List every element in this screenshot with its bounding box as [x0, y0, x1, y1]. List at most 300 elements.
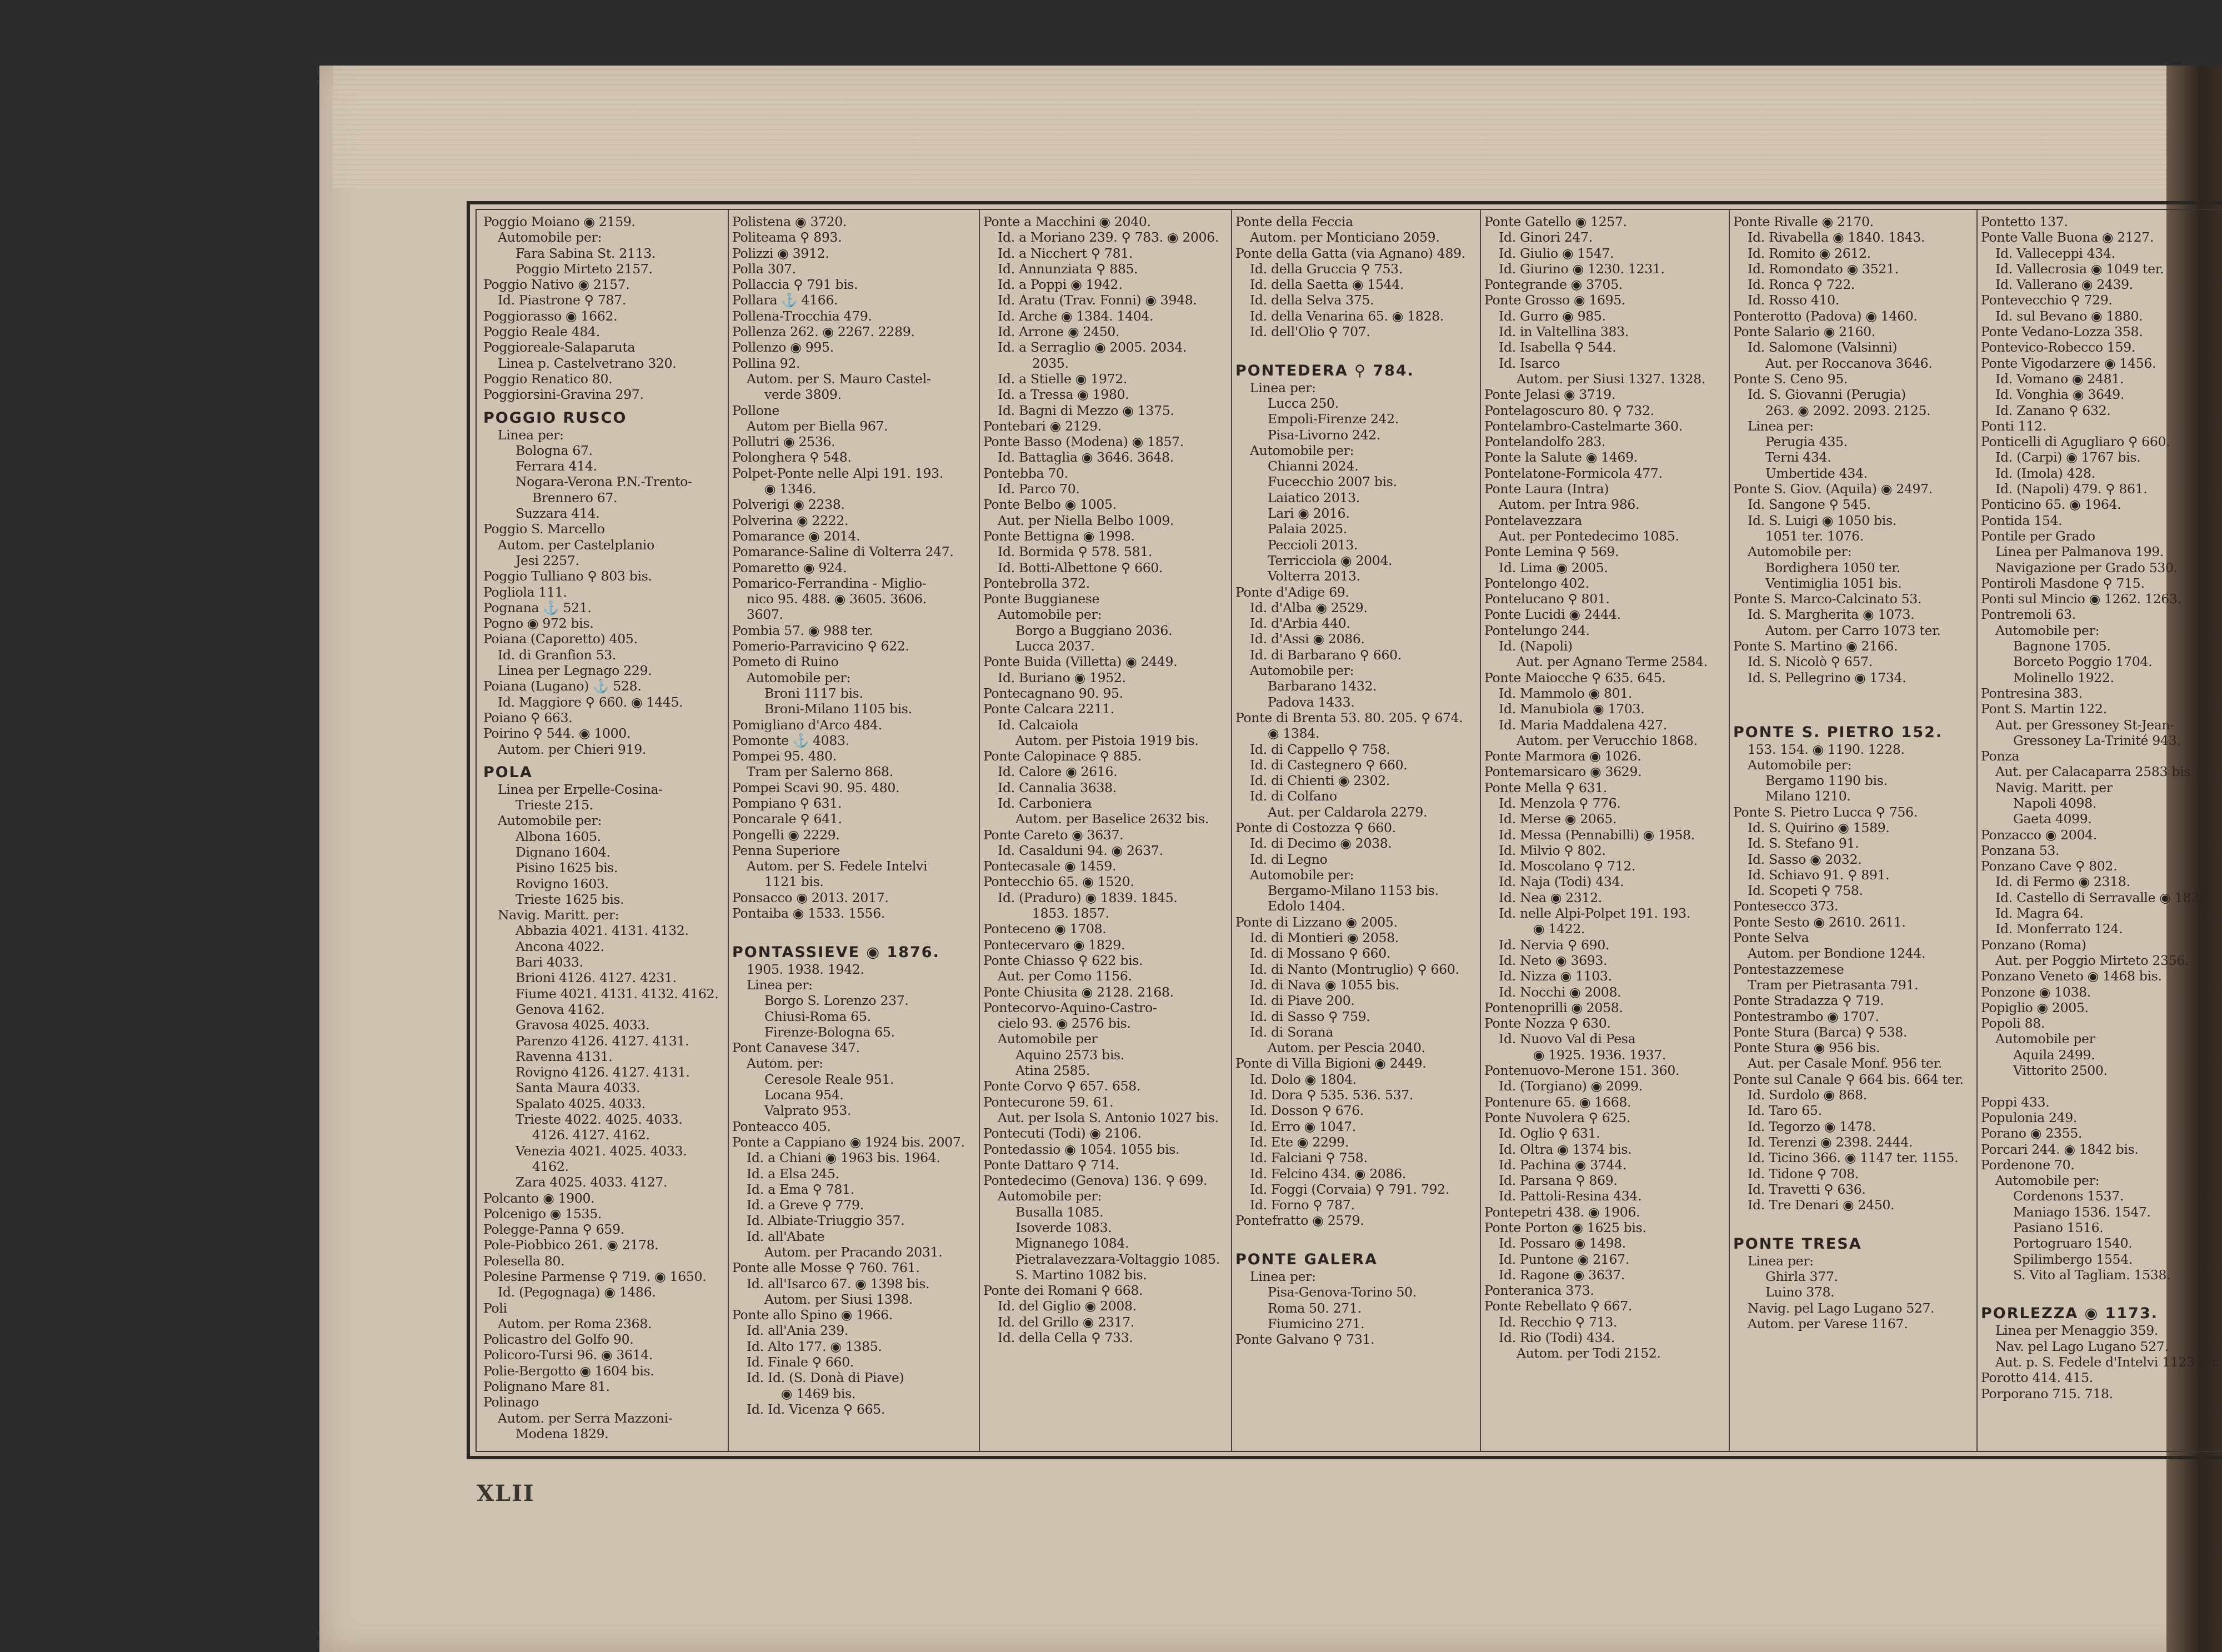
- index-entry: Policoro-Tursi 96. ◉ 3614.: [483, 1347, 653, 1363]
- index-entry: Ponte Chiusita ◉ 2128. 2168.: [983, 984, 1174, 1000]
- index-entry: Ponte alle Mosse ⚲ 760. 761.: [732, 1260, 920, 1276]
- index-entry: Pongelli ◉ 2229.: [732, 827, 840, 843]
- index-subentry: Bagnone 1705.: [2013, 638, 2111, 654]
- index-subentry: Linea per Erpelle-Cosina-: [498, 781, 663, 797]
- index-entry: Pomarance ◉ 2014.: [732, 528, 860, 544]
- index-entry: [1981, 1283, 2222, 1298]
- index-subentry: Autom. per Pescia 2040.: [1268, 1040, 1425, 1056]
- index-entry: Polcenigo ◉ 1535.: [483, 1205, 602, 1222]
- index-subentry: Id. Foggi (Corvaia) ⚲ 791. 792.: [1250, 1181, 1449, 1197]
- index-subentry: Mignanego 1084.: [1015, 1235, 1129, 1251]
- index-subentry: Id. Milvio ⚲ 802.: [1499, 842, 1606, 858]
- index-subentry: Aut. p. S. Fedele d'Intelvi 1123 ter.: [1995, 1354, 2220, 1370]
- index-subentry: Id. di Piave 200.: [1250, 993, 1355, 1009]
- index-entry: Poggiorasso ◉ 1662.: [483, 308, 618, 324]
- index-subentry: Cordenons 1537.: [2013, 1188, 2124, 1204]
- index-subentry: 153. 154. ◉ 1190. 1228.: [1748, 741, 1905, 757]
- index-subentry: Fucecchio 2007 bis.: [1268, 474, 1397, 490]
- index-entry: Pordenone 70.: [1981, 1157, 2075, 1173]
- index-entry: Poggio Reale 484.: [483, 324, 600, 340]
- index-entry: Ponte Selva: [1733, 930, 1809, 946]
- index-entry: Ponte Rivalle ◉ 2170.: [1733, 214, 1874, 229]
- index-subentry: Broni 1117 bis.: [764, 685, 863, 701]
- index-subentry: Id. di Legno: [1250, 851, 1328, 867]
- section-heading: PONTE S. PIETRO 152.: [1733, 723, 1943, 741]
- index-subentry: 4162.: [532, 1158, 569, 1174]
- index-entry: Poggioreale-Salaparuta: [483, 339, 635, 356]
- index-entry: Pompei 95. 480.: [732, 748, 837, 764]
- index-entry: Pontecchio 65. ◉ 1520.: [983, 874, 1134, 890]
- index-entry: Pontelagoscuro 80. ⚲ 732.: [1484, 402, 1654, 418]
- index-subentry: Busalla 1085.: [1015, 1204, 1104, 1220]
- index-subentry: Id. del Giglio ◉ 2008.: [998, 1298, 1137, 1314]
- index-entry: Pontecuti (Todi) ◉ 2106.: [983, 1125, 1142, 1142]
- index-subentry: Lucca 2037.: [1015, 638, 1095, 654]
- index-subentry: Autom. per Monticiano 2059.: [1250, 229, 1440, 246]
- index-subentry: Fiumicino 271.: [1268, 1315, 1365, 1331]
- index-entry: Ponte Stura ◉ 956 bis.: [1733, 1040, 1880, 1056]
- index-entry: Ponzana 53.: [1981, 842, 2060, 858]
- index-column-6: [1733, 214, 1975, 1447]
- index-entry: Polonghera ⚲ 548.: [732, 449, 852, 465]
- index-subentry: Id. Cannalia 3638.: [998, 779, 1117, 795]
- index-subentry: Navig. pel Lago Lugano 527.: [1748, 1300, 1935, 1316]
- index-entry: Pontestrambo ◉ 1707.: [1733, 1008, 1879, 1024]
- index-subentry: 2035.: [1032, 355, 1069, 371]
- index-entry: Pontegrande ◉ 3705.: [1484, 277, 1623, 293]
- index-entry: Porano ◉ 2355.: [1981, 1125, 2083, 1142]
- index-subentry: Id. all'Isarco 67. ◉ 1398 bis.: [747, 1275, 930, 1291]
- index-subentry: Vittorito 2500.: [2013, 1063, 2108, 1079]
- index-subentry: Bari 4033.: [516, 954, 583, 970]
- index-entry: Ponte Porton ◉ 1625 bis.: [1484, 1220, 1647, 1235]
- index-entry: Ponte Vedano-Lozza 358.: [1981, 324, 2143, 340]
- index-entry: Pollena-Trocchia 479.: [732, 308, 872, 324]
- index-subentry: Id. a Chiani ◉ 1963 bis. 1964.: [747, 1150, 940, 1166]
- index-subentry: Id. a Poppi ◉ 1942.: [998, 277, 1123, 293]
- index-subentry: Id. Recchio ⚲ 713.: [1499, 1314, 1618, 1330]
- index-entry: Pomonte ⚓ 4083.: [732, 732, 849, 748]
- index-entry: Pontremoli 63.: [1981, 607, 2076, 623]
- index-subentry: Id. Moscolano ⚲ 712.: [1499, 858, 1636, 874]
- index-subentry: Id. Erro ◉ 1047.: [1250, 1118, 1356, 1134]
- index-entry: Ponte S. Ceno 95.: [1733, 371, 1848, 387]
- index-entry: Ponza: [1981, 748, 2020, 764]
- index-subentry: Genova 4162.: [516, 1001, 605, 1017]
- index-subentry: Id. Oglio ⚲ 631.: [1499, 1125, 1600, 1142]
- index-entry: Ponte Careto ◉ 3637.: [983, 827, 1124, 843]
- index-subentry: Id. di Chienti ◉ 2302.: [1250, 773, 1390, 789]
- index-entry: Ponte Buida (Villetta) ◉ 2449.: [983, 654, 1178, 670]
- index-entry: Pontevico-Robecco 159.: [1981, 339, 2135, 356]
- index-entry: Pont Canavese 347.: [732, 1040, 860, 1056]
- index-entry: Pollone: [732, 402, 780, 418]
- index-subentry: Bergamo-Milano 1153 bis.: [1268, 883, 1439, 899]
- index-subentry: Gaeta 4099.: [2013, 811, 2092, 827]
- section-heading: PONTE TRESA: [1733, 1235, 1862, 1253]
- index-subentry: Id. (Napoli) 479. ⚲ 861.: [1995, 481, 2148, 497]
- index-subentry: Autom. per Intra 986.: [1499, 497, 1640, 513]
- index-subentry: Autom. per Siusi 1398.: [764, 1291, 913, 1307]
- index-subentry: Santa Maura 4033.: [516, 1080, 640, 1096]
- index-entry: [1733, 1213, 1975, 1228]
- index-subentry: Ancona 4022.: [516, 938, 604, 954]
- index-subentry: Id. S. Stefano 91.: [1748, 835, 1859, 852]
- index-subentry: 1905. 1938. 1942.: [747, 961, 864, 977]
- index-entry: Ponte Bettigna ◉ 1998.: [983, 528, 1135, 544]
- index-entry: Ponsacco ◉ 2013. 2017.: [732, 889, 889, 905]
- index-subentry: Id. Isarco: [1499, 355, 1560, 371]
- index-subentry: Id. di Nava ◉ 1055 bis.: [1250, 977, 1400, 993]
- index-subentry: Aut. per Calacaparra 2583 bis.: [1995, 764, 2195, 780]
- index-entry: Pollutri ◉ 2536.: [732, 434, 835, 450]
- index-entry: Pont S. Martin 122.: [1981, 701, 2107, 717]
- index-subentry: Bologna 67.: [516, 442, 593, 458]
- index-subentry: Milano 1210.: [1765, 788, 1851, 804]
- index-entry: Ponte Lucidi ◉ 2444.: [1484, 607, 1621, 623]
- index-entry: Polcanto ◉ 1900.: [483, 1190, 595, 1206]
- index-entry: Ponte Galvano ⚲ 731.: [1235, 1331, 1375, 1348]
- index-subentry: Linea per:: [1250, 1269, 1316, 1284]
- index-entry: Pontestazzemese: [1733, 961, 1844, 977]
- index-subentry: Aut. per Poggio Mirteto 2356.: [1995, 952, 2189, 968]
- index-subentry: Albona 1605.: [516, 828, 601, 844]
- index-entry: Pombia 57. ◉ 988 ter.: [732, 622, 873, 638]
- index-subentry: Id. Nizza ◉ 1103.: [1499, 968, 1612, 984]
- index-subentry: Empoli-Firenze 242.: [1268, 411, 1399, 427]
- index-subentry: Linea per:: [1748, 418, 1814, 434]
- index-subentry: Perugia 435.: [1765, 434, 1848, 450]
- index-subentry: Id. della Venarina 65. ◉ 1828.: [1250, 308, 1444, 324]
- index-entry: Poppi 433.: [1981, 1094, 2050, 1110]
- index-entry: Ponti 112.: [1981, 418, 2046, 434]
- index-subentry: Id. Calore ◉ 2616.: [998, 764, 1118, 780]
- index-subentry: Id. Menzola ⚲ 776.: [1499, 795, 1621, 811]
- index-subentry: Firenze-Bologna 65.: [764, 1024, 895, 1040]
- index-subentry: Id. Nocchi ◉ 2008.: [1499, 984, 1622, 1000]
- index-entry: Ponte a Macchini ◉ 2040.: [983, 214, 1151, 229]
- index-subentry: Spilimbergo 1554.: [2013, 1251, 2133, 1267]
- index-entry: Pontedassio ◉ 1054. 1055 bis.: [983, 1141, 1180, 1157]
- index-subentry: Automobile per:: [747, 669, 851, 685]
- index-subentry: Id. (Carpi) ◉ 1767 bis.: [1995, 449, 2141, 465]
- index-subentry: Id. Rivabella ◉ 1840. 1843.: [1748, 229, 1925, 246]
- index-entry: Poggio Tulliano ⚲ 803 bis.: [483, 568, 652, 584]
- index-subentry: Id. di Fermo ◉ 2318.: [1995, 874, 2130, 890]
- index-entry: Ponte Vigodarzere ◉ 1456.: [1981, 355, 2156, 371]
- index-subentry: Id. Botti-Albettone ⚲ 660.: [998, 559, 1163, 575]
- index-subentry: Id. Alto 177. ◉ 1385.: [747, 1338, 882, 1354]
- index-entry: Pontebari ◉ 2129.: [983, 418, 1102, 434]
- index-subentry: Id. Arrone ◉ 2450.: [998, 324, 1120, 340]
- index-entry: Pompiano ⚲ 631.: [732, 795, 842, 811]
- index-entry: Ponteacco 405.: [732, 1118, 831, 1134]
- index-entry: Pontelungo 244.: [1484, 622, 1590, 638]
- index-entry: Ponzano Veneto ◉ 1468 bis.: [1981, 968, 2162, 984]
- index-subentry: Id. Giurino ◉ 1230. 1231.: [1499, 261, 1665, 277]
- index-entry: Polpet-Ponte nelle Alpi 191. 193.: [732, 465, 944, 481]
- index-subentry: Trieste 215.: [516, 797, 593, 813]
- index-subentry: Id. di Decimo ◉ 2038.: [1250, 835, 1392, 852]
- index-subentry: Automobile per:: [498, 813, 602, 829]
- index-subentry: Id. d'Assi ◉ 2086.: [1250, 631, 1365, 647]
- index-subentry: Portogruaro 1540.: [2013, 1235, 2133, 1251]
- index-subentry: Id. Salomone (Valsinni): [1748, 339, 1898, 356]
- index-subentry: Id. Schiavo 91. ⚲ 891.: [1748, 867, 1890, 883]
- index-subentry: Lari ◉ 2016.: [1268, 505, 1350, 522]
- index-subentry: Id. a Greve ⚲ 779.: [747, 1197, 864, 1213]
- index-subentry: Id. Messa (Pennabilli) ◉ 1958.: [1499, 827, 1695, 843]
- index-entry: Pontecagnano 90. 95.: [983, 685, 1123, 701]
- index-subentry: Borceto Poggio 1704.: [2013, 654, 2153, 670]
- index-entry: Poggio S. Marcello: [483, 521, 605, 537]
- index-subentry: Id. Scopeti ⚲ 758.: [1748, 883, 1863, 899]
- index-subentry: Autom. per Bondione 1244.: [1748, 945, 1926, 962]
- index-subentry: Id. Nea ◉ 2312.: [1499, 889, 1602, 905]
- index-subentry: Aut. per Caldarola 2279.: [1268, 804, 1428, 820]
- index-entry: Policastro del Golfo 90.: [483, 1331, 634, 1348]
- index-entry: Pontecurone 59. 61.: [983, 1094, 1114, 1110]
- section-heading: POLA: [483, 763, 533, 781]
- index-subentry: Id. Bagni di Mezzo ◉ 1375.: [998, 402, 1174, 418]
- index-subentry: Id. Tegorzo ◉ 1478.: [1748, 1118, 1876, 1134]
- index-subentry: Nav. pel Lago Lugano 527.: [1995, 1338, 2169, 1354]
- index-subentry: Abbazia 4021. 4131. 4132.: [516, 923, 689, 939]
- index-entry: Ponzone ◉ 1038.: [1981, 984, 2091, 1000]
- index-entry: Pontelavezzara: [1484, 512, 1583, 528]
- index-subentry: Automobile per:: [1250, 442, 1354, 458]
- index-subentry: Id. S. Margherita ◉ 1073.: [1748, 607, 1915, 623]
- index-subentry: Parenzo 4126. 4127. 4131.: [516, 1033, 689, 1049]
- index-subentry: Gressoney La-Trinité 943.: [2013, 732, 2181, 748]
- index-subentry: Barbarano 1432.: [1268, 678, 1377, 694]
- index-subentry: Id. a Tressa ◉ 1980.: [998, 387, 1129, 403]
- index-entry: Ponte Laura (Intra): [1484, 481, 1609, 497]
- index-subentry: Id. Falciani ⚲ 758.: [1250, 1150, 1368, 1166]
- index-subentry: Id. Maria Maddalena 427.: [1499, 717, 1667, 733]
- index-entry: Pomarance-Saline di Volterra 247.: [732, 544, 954, 560]
- index-entry: Pontelucano ⚲ 801.: [1484, 591, 1610, 607]
- index-entry: [1733, 701, 1975, 717]
- index-entry: Pontresina 383.: [1981, 685, 2083, 701]
- index-entry: Polesella 80.: [483, 1253, 565, 1269]
- index-entry: Ponte la Salute ◉ 1469.: [1484, 449, 1638, 465]
- index-entry: Popoli 88.: [1981, 1015, 2045, 1032]
- index-subentry: Id. Oltra ◉ 1374 bis.: [1499, 1141, 1632, 1157]
- index-subentry: Ferrara 414.: [516, 458, 597, 474]
- index-entry: Ponte della Feccia: [1235, 214, 1353, 229]
- index-subentry: 263. ◉ 2092. 2093. 2125.: [1765, 402, 1931, 418]
- section-heading: PONTASSIEVE ◉ 1876.: [732, 943, 940, 961]
- index-subentry: Bergamo 1190 bis.: [1765, 773, 1888, 789]
- index-entry: Ponte Rebellato ⚲ 667.: [1484, 1298, 1633, 1314]
- index-subentry: ◉ 1925. 1936. 1937.: [1533, 1047, 1666, 1063]
- index-subentry: Id. di Cappello ⚲ 758.: [1250, 741, 1390, 757]
- index-subentry: ◉ 1384.: [1268, 725, 1320, 742]
- index-subentry: Id. Tidone ⚲ 708.: [1748, 1165, 1859, 1182]
- index-entry: Ponte Stradazza ⚲ 719.: [1733, 993, 1884, 1009]
- index-subentry: Id. all'Abate: [747, 1228, 825, 1244]
- index-entry: [1981, 1078, 2222, 1094]
- index-subentry: Molinello 1922.: [2013, 669, 2114, 685]
- index-entry: Ponte sul Canale ⚲ 664 bis. 664 ter.: [1733, 1071, 1964, 1087]
- index-subentry: Aut. per Isola S. Antonio 1027 bis.: [998, 1109, 1219, 1125]
- index-subentry: Id. Isabella ⚲ 544.: [1499, 339, 1617, 356]
- index-subentry: Pisa-Livorno 242.: [1268, 427, 1381, 443]
- index-subentry: Automobile per:: [498, 229, 602, 246]
- index-subentry: ◉ 1346.: [764, 481, 817, 497]
- index-subentry: Trieste 1625 bis.: [516, 891, 624, 907]
- index-subentry: Id. di Montieri ◉ 2058.: [1250, 930, 1399, 946]
- index-subentry: Rovigno 4126. 4127. 4131.: [516, 1064, 690, 1080]
- index-entry: Pontetto 137.: [1981, 214, 2068, 229]
- index-subentry: Id. Dolo ◉ 1804.: [1250, 1071, 1357, 1087]
- index-subentry: Aut. per Agnano Terme 2584.: [1517, 654, 1708, 670]
- index-entry: Ponte Valle Buona ◉ 2127.: [1981, 229, 2154, 246]
- index-subentry: Id. Puntone ◉ 2167.: [1499, 1251, 1630, 1267]
- index-entry: Ponte Belbo ◉ 1005.: [983, 497, 1117, 513]
- index-subentry: Id. Albiate-Triuggio 357.: [747, 1213, 905, 1229]
- index-column-1: [483, 214, 727, 1447]
- index-subentry: Id. a Elsa 245.: [747, 1165, 839, 1182]
- index-subentry: Id. Nervia ⚲ 690.: [1499, 937, 1610, 953]
- index-subentry: Autom. per Pistoia 1919 bis.: [1015, 732, 1199, 748]
- index-entry: Politeama ⚲ 893.: [732, 229, 842, 246]
- index-subentry: Id. Rosso 410.: [1748, 292, 1839, 308]
- index-entry: Polizzi ◉ 3912.: [732, 245, 829, 261]
- column-divider: [1976, 210, 1978, 1451]
- index-subentry: Id. Buriano ◉ 1952.: [998, 669, 1126, 685]
- index-column-7: [1981, 214, 2222, 1447]
- index-subentry: Id. Merse ◉ 2065.: [1499, 811, 1617, 827]
- index-entry: Ponzano (Roma): [1981, 937, 2086, 953]
- index-entry: Pontebrolla 372.: [983, 575, 1090, 591]
- index-subentry: Id. (Torgiano) ◉ 2099.: [1499, 1078, 1643, 1094]
- index-subentry: Id. di Sasso ⚲ 759.: [1250, 1008, 1370, 1024]
- index-subentry: Automobile per:: [998, 1188, 1102, 1204]
- index-subentry: Autom. per Carro 1073 ter.: [1765, 622, 1941, 638]
- index-subentry: Ventimiglia 1051 bis.: [1765, 575, 1902, 591]
- index-subentry: Id. Ronca ⚲ 722.: [1748, 277, 1855, 293]
- index-entry: Pontedecimo (Genova) 136. ⚲ 699.: [983, 1173, 1208, 1189]
- index-subentry: Modena 1829.: [516, 1425, 609, 1441]
- index-subentry: Aut. per Pontedecimo 1085.: [1499, 528, 1679, 544]
- index-entry: Polistena ◉ 3720.: [732, 214, 847, 229]
- index-entry: Pognana ⚓ 521.: [483, 599, 592, 615]
- index-subentry: Id. di Nanto (Montruglio) ⚲ 660.: [1250, 961, 1459, 977]
- index-subentry: Id. della Gruccia ⚲ 753.: [1250, 261, 1403, 277]
- index-entry: Poiana (Caporetto) 405.: [483, 631, 638, 647]
- index-subentry: Id. Ragone ◉ 3637.: [1499, 1266, 1625, 1283]
- index-subentry: Autom. per S. Fedele Intelvi: [747, 858, 928, 874]
- index-subentry: Automobile per: [1995, 1031, 2095, 1047]
- index-subentry: Id. di Castegnero ⚲ 660.: [1250, 757, 1408, 773]
- index-entry: Pontelatone-Formicola 477.: [1484, 465, 1663, 481]
- index-subentry: Id. Dosson ⚲ 676.: [1250, 1103, 1364, 1119]
- index-subentry: Napoli 4098.: [2013, 795, 2096, 811]
- index-subentry: Brennero 67.: [532, 489, 618, 505]
- index-entry: Ponte Corvo ⚲ 657. 658.: [983, 1078, 1141, 1094]
- index-subentry: Id. Maggiore ⚲ 660. ◉ 1445.: [498, 694, 683, 710]
- index-entry: Ponte Nuvolera ⚲ 625.: [1484, 1109, 1630, 1125]
- index-subentry: Id. Tre Denari ◉ 2450.: [1748, 1197, 1895, 1213]
- index-subentry: Id. S. Luigi ◉ 1050 bis.: [1748, 512, 1896, 528]
- index-entry: Pollaccia ⚲ 791 bis.: [732, 277, 858, 293]
- index-subentry: Id. a Stielle ◉ 1972.: [998, 371, 1128, 387]
- index-subentry: Id. Manubiola ◉ 1703.: [1499, 701, 1645, 717]
- index-subentry: Id. Aratu (Trav. Fonni) ◉ 3948.: [998, 292, 1197, 308]
- index-column-3: [983, 214, 1230, 1447]
- index-subentry: Id. Bormida ⚲ 578. 581.: [998, 544, 1153, 560]
- index-column-2: [732, 214, 978, 1447]
- index-subentry: Aut. per Casale Monf. 956 ter.: [1748, 1055, 1943, 1072]
- index-subentry: Id. Finale ⚲ 660.: [747, 1354, 854, 1370]
- index-subentry: Dignano 1604.: [516, 844, 610, 860]
- index-entry: Pontecorvo-Aquino-Castro-: [983, 999, 1157, 1015]
- index-entry: Ponte Nozza ⚲ 630.: [1484, 1015, 1611, 1032]
- index-entry: Polverina ◉ 2222.: [732, 512, 849, 528]
- index-subentry: Id. Castello di Serravalle ◉ 1831.: [1995, 889, 2211, 905]
- index-subentry: Terricciola ◉ 2004.: [1268, 552, 1393, 568]
- index-subentry: Aut. per Como 1156.: [998, 968, 1132, 984]
- index-subentry: Id. Felcino 434. ◉ 2086.: [1250, 1165, 1406, 1182]
- index-subentry: Brioni 4126. 4127. 4231.: [516, 970, 677, 986]
- index-subentry: ◉ 1422.: [1533, 921, 1585, 937]
- index-entry: Ponte Marmora ◉ 1026.: [1484, 748, 1642, 764]
- index-entry: Pontiroli Masdone ⚲ 715.: [1981, 575, 2145, 591]
- index-subentry: Id. Magra 64.: [1995, 905, 2084, 922]
- index-entry: Pontesecco 373.: [1733, 898, 1839, 914]
- index-entry: Ponte a Cappiano ◉ 1924 bis. 2007.: [732, 1134, 965, 1150]
- index-entry: Pontenuovo-Merone 151. 360.: [1484, 1063, 1680, 1079]
- index-subentry: Automobile per:: [998, 607, 1102, 623]
- index-subentry: Rovigno 1603.: [516, 875, 609, 892]
- index-subentry: Linea per Menaggio 359.: [1995, 1323, 2159, 1339]
- index-subentry: Ravenna 4131.: [516, 1048, 613, 1064]
- index-subentry: Id. (Napoli): [1499, 638, 1573, 654]
- index-subentry: verde 3809.: [764, 387, 842, 403]
- index-subentry: Autom. per Baselice 2632 bis.: [1015, 811, 1209, 827]
- index-subentry: Id. Ginori 247.: [1499, 229, 1593, 246]
- index-subentry: Id. della Selva 375.: [1250, 292, 1374, 308]
- index-subentry: S. Martino 1082 bis.: [1015, 1266, 1147, 1283]
- index-subentry: Id. Carboniera: [998, 795, 1092, 811]
- index-subentry: Id. d'Arbia 440.: [1250, 615, 1350, 632]
- section-heading: PONTE GALERA: [1235, 1251, 1378, 1268]
- index-subentry: Automobile per:: [1995, 1173, 2100, 1189]
- index-subentry: Linea per Legnago 229.: [498, 663, 652, 679]
- index-entry: Ponte Salario ◉ 2160.: [1733, 324, 1875, 340]
- index-subentry: Id. Monferrato 124.: [1995, 921, 2123, 937]
- index-subentry: Id. Sasso ◉ 2032.: [1748, 851, 1862, 867]
- index-subentry: Id. (Pegognaga) ◉ 1486.: [498, 1284, 656, 1300]
- index-entry: Pontepetri 438. ◉ 1906.: [1484, 1204, 1640, 1220]
- index-entry: Ponticino 65. ◉ 1964.: [1981, 497, 2121, 513]
- index-subentry: Id. (Pradurо) ◉ 1839. 1845.: [998, 889, 1178, 905]
- index-subentry: Linea per:: [498, 427, 564, 443]
- index-subentry: Fara Sabina St. 2113.: [516, 245, 656, 261]
- index-entry: Polesine Parmense ⚲ 719. ◉ 1650.: [483, 1269, 707, 1284]
- index-subentry: Automobile per:: [1748, 544, 1852, 560]
- index-subentry: Id. all'Ania 239.: [747, 1323, 849, 1339]
- index-subentry: Autom. per Serra Mazzoni-: [498, 1410, 673, 1426]
- index-entry: Ponte S. Pietro Lucca ⚲ 756.: [1733, 804, 1918, 820]
- index-subentry: Id. di Sorana: [1250, 1024, 1334, 1040]
- index-subentry: Id. del Grillo ◉ 2317.: [998, 1314, 1135, 1330]
- index-subentry: Automobile per: [998, 1031, 1098, 1047]
- index-subentry: Id. a Ema ⚲ 781.: [747, 1181, 854, 1197]
- index-entry: Ponte Chiasso ⚲ 622 bis.: [983, 952, 1143, 968]
